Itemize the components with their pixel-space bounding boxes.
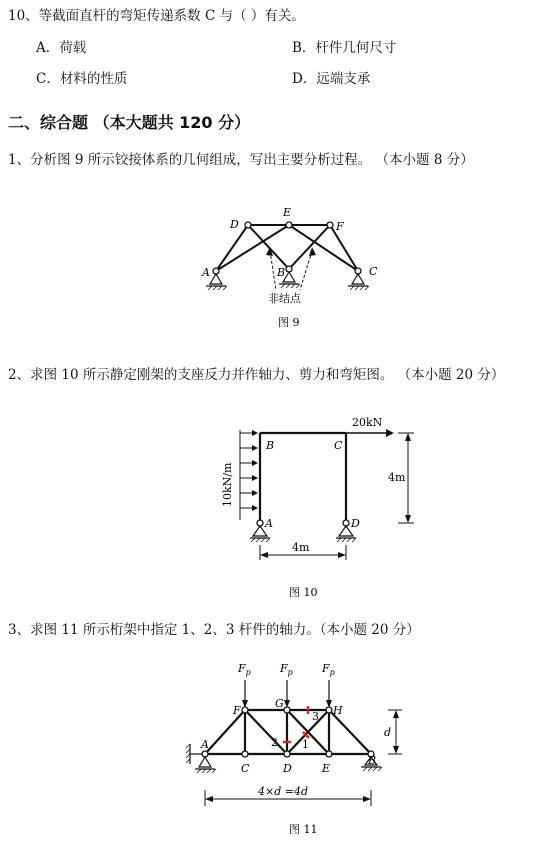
fig11-label-f: F [233, 704, 241, 717]
fig11-label-a: A [201, 738, 209, 751]
q10-stem: 10、等截面直杆的弯矩传递系数 C 与（ ）有关。 [8, 8, 305, 24]
fig9-label-e: E [283, 206, 292, 219]
problem-1-text: 1、分析图 9 所示铰接体系的几何组成，写出主要分析过程。 （本小题 8 分） [8, 152, 474, 168]
fig11-member-1: 1 [302, 738, 309, 751]
fig9-caption: 图 9 [278, 316, 300, 329]
q10-option-d: D．远端支承 [292, 71, 371, 87]
fig11-label-h: H [333, 704, 343, 717]
fig11-label-b: B [368, 754, 377, 767]
fig11-load-1: $F_p$ [238, 662, 251, 677]
fig10-span: 4m [292, 541, 310, 554]
fig11-load-2: $F_p$ [280, 662, 293, 677]
fig11-height: d [384, 726, 392, 739]
fig9-label-a: A [202, 266, 210, 279]
problem-3-text: 3、求图 11 所示桁架中指定 1、2、3 杆件的轴力。（本小题 20 分） [8, 622, 420, 638]
q10-option-a: A．荷载 [36, 40, 87, 56]
fig10-height: 4m [388, 471, 406, 484]
fig11-label-g: G [275, 697, 284, 710]
fig10-label-c: C [334, 439, 343, 452]
fig11-load-3: $F_p$ [322, 662, 335, 677]
fig9-label-b: B [277, 266, 286, 279]
fig11-label-c: C [241, 762, 250, 775]
fig11-caption: 图 11 [289, 823, 318, 836]
fig10-point-load: 20kN [352, 416, 383, 429]
fig9-note: 非结点 [268, 292, 301, 305]
fig11-member-2: 2 [271, 736, 278, 749]
fig10-label-a: A [265, 517, 273, 530]
q10-option-b: B．杆件几何尺寸 [292, 40, 397, 56]
fig11-member-3: 3 [312, 710, 319, 723]
fig10-label-b: B [266, 439, 275, 452]
fig10-distributed-load: 10kN/m [221, 462, 234, 507]
fig11-label-e: E [322, 762, 331, 775]
q10-option-c: C．材料的性质 [36, 71, 128, 87]
fig11-span: 4×d =4d [258, 785, 309, 798]
fig9-label-f: F [336, 220, 344, 233]
problem-2-text: 2、求图 10 所示静定刚架的支座反力并作轴力、剪力和弯矩图。 （本小题 20 分） [8, 367, 505, 383]
fig11-label-d: D [283, 762, 292, 775]
section-heading: 二、综合题 （本大题共 120 分） [8, 113, 251, 132]
fig9-label-c: C [369, 265, 378, 278]
fig9-label-d: D [230, 218, 239, 231]
fig10-caption: 图 10 [289, 586, 318, 599]
fig10-label-d: D [351, 517, 360, 530]
